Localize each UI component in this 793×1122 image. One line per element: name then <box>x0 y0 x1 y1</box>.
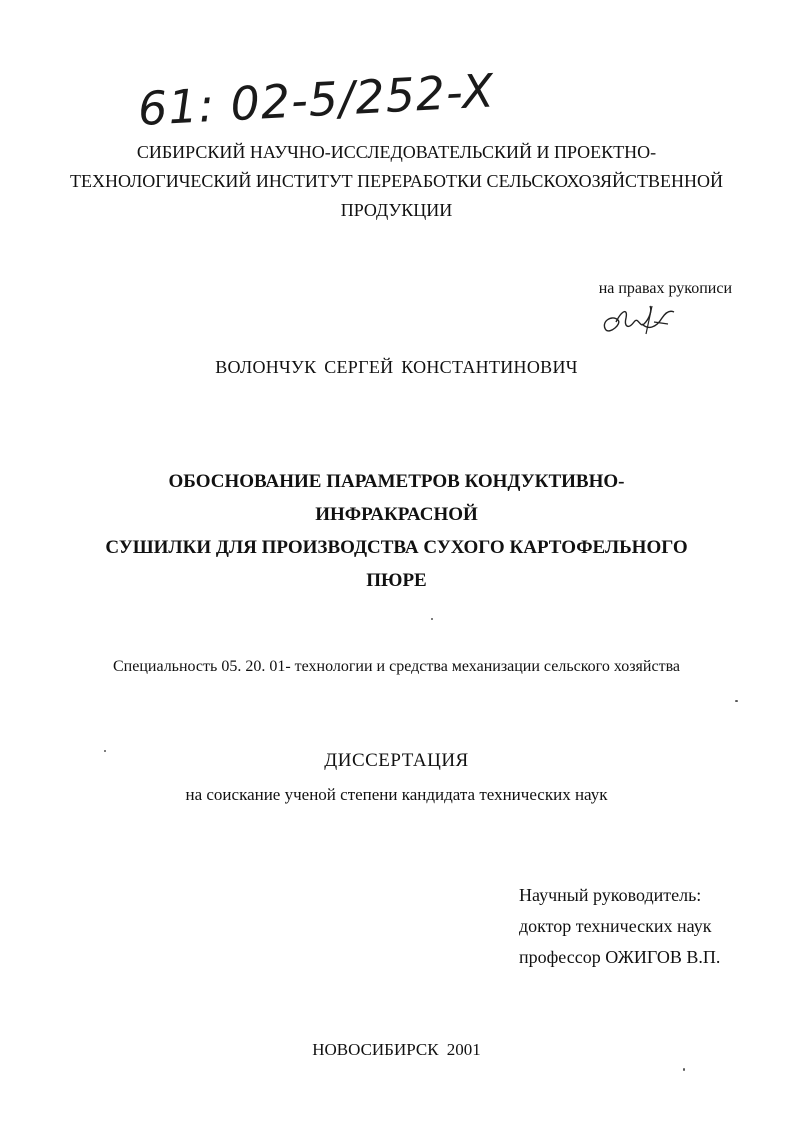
institute-name <box>0 138 793 225</box>
city-year: НОВОСИБИРСК 2001 <box>312 1040 481 1059</box>
supervisor-block <box>519 880 720 973</box>
scan-speck <box>104 750 106 752</box>
institute-line: ПРОДУКЦИИ <box>340 200 453 220</box>
title-line: ИНФРАКРАСНОЙ <box>315 504 478 525</box>
manuscript-note: на правах рукописи <box>598 280 732 297</box>
degree-subtitle: на соискание ученой степени кандидата технических наук <box>185 785 608 804</box>
title-line: ОБОСНОВАНИЕ ПАРАМЕТРОВ КОНДУКТИВНО- <box>168 471 625 492</box>
author-name: ВОЛОНЧУК СЕРГЕЙ КОНСТАНТИНОВИЧ <box>215 357 578 377</box>
signature-icon <box>598 300 678 347</box>
scan-speck <box>735 700 738 702</box>
title-line: СУШИЛКИ ДЛЯ ПРОИЗВОДСТВА СУХОГО КАРТОФЕЛЬНОГО <box>105 537 688 558</box>
title-line: ПЮРЕ <box>366 570 427 591</box>
institute-line: СИБИРСКИЙ НАУЧНО-ИССЛЕДОВАТЕЛЬСКИЙ И ПРОЕКТНО- <box>136 142 657 162</box>
specialty-line: Специальность 05. 20. 01- технологии и средства механизации сельского хозяйства <box>112 658 681 675</box>
scan-speck <box>683 1068 685 1071</box>
archive-code: 61: 02-5/252-X <box>136 63 496 136</box>
supervisor-line: доктор технических наук <box>519 916 712 936</box>
institute-line: ТЕХНОЛОГИЧЕСКИЙ ИНСТИТУТ ПЕРЕРАБОТКИ СЕЛЬСКОХОЗЯЙСТВЕННОЙ <box>70 171 723 191</box>
supervisor-line: профессор ОЖИГОВ В.П. <box>519 947 721 967</box>
dissertation-title <box>0 465 793 597</box>
scan-speck <box>431 618 433 620</box>
supervisor-line: Научный руководитель: <box>519 885 702 905</box>
document-type-heading: ДИССЕРТАЦИЯ <box>324 750 469 771</box>
